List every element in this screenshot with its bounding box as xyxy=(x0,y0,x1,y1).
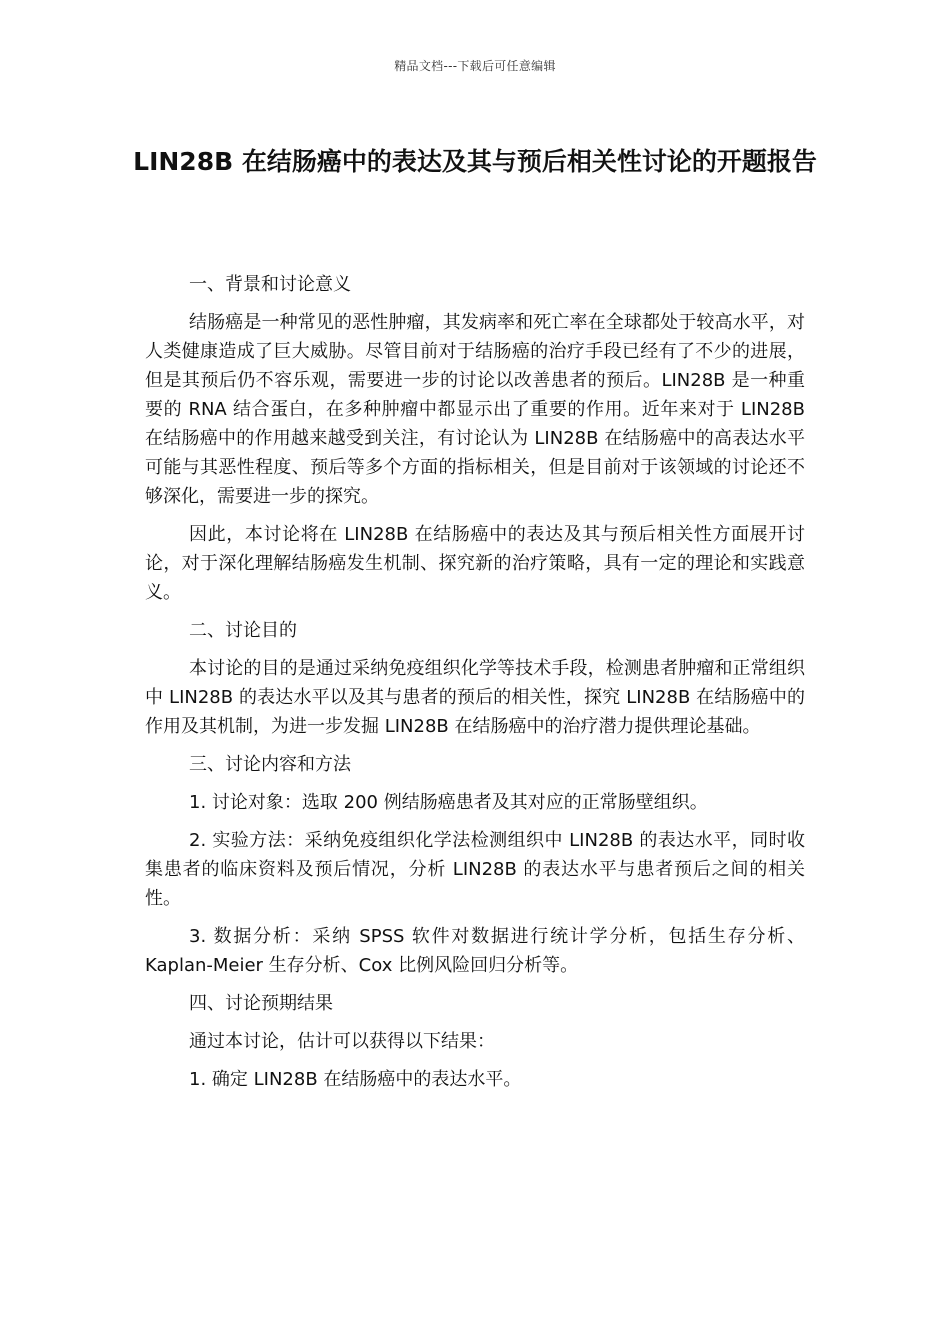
section-heading-methods: 三、讨论内容和方法 xyxy=(189,754,351,775)
section-heading-purpose: 二、讨论目的 xyxy=(189,620,297,641)
paragraph-background: 结肠癌是一种常见的恶性肿瘤，其发病率和死亡率在全球都处于较高水平，对人类健康造成了巨大威胁。尽管目前对于结肠癌的治疗手段已经有了不少的进展，但是其预后仍不容乐观，需要进一步的讨论以改善患者的预后。LIN28B 是一种重要的 RNA 结合蛋白，在多种肿瘤中都显示出了重要的作用。近年来对于 LIN28B 在结肠癌中的作用越来越受到关注，有讨论认为 LIN28B 在结肠癌中的高表达水平可能与其恶性程度、预后等多个方面的指标相关，但是目前对于该领域的讨论还不够深化，需要进一步的探究。 xyxy=(145,312,805,507)
paragraph-results-intro: 通过本讨论，估计可以获得以下结果： xyxy=(189,1031,495,1052)
document-body xyxy=(145,270,805,1103)
section-heading-expected-results: 四、讨论预期结果 xyxy=(189,993,333,1014)
document-title: LIN28B 在结肠癌中的表达及其与预后相关性讨论的开题报告 xyxy=(133,147,817,176)
paragraph-purpose: 本讨论的目的是通过采纳免疫组织化学等技术手段，检测患者肿瘤和正常组织中 LIN28B 的表达水平以及其与患者的预后的相关性，探究 LIN28B 在结肠癌中的作用及其机制，为进一步发掘 LIN28B 在结肠癌中的治疗潜力提供理论基础。 xyxy=(145,658,805,737)
paragraph-data-analysis: 3. 数据分析：采纳 SPSS 软件对数据进行统计学分析，包括生存分析、Kaplan-Meier 生存分析、Cox 比例风险回归分析等。 xyxy=(145,926,805,976)
section-heading-background: 一、背景和讨论意义 xyxy=(189,274,351,295)
header-note: 精品文档---下载后可任意编辑 xyxy=(394,59,556,73)
paragraph-subjects: 1. 讨论对象：选取 200 例结肠癌患者及其对应的正常肠壁组织。 xyxy=(189,792,708,813)
paragraph-significance: 因此，本讨论将在 LIN28B 在结肠癌中的表达及其与预后相关性方面展开讨论，对于深化理解结肠癌发生机制、探究新的治疗策略，具有一定的理论和实践意义。 xyxy=(145,524,805,603)
paragraph-result-1: 1. 确定 LIN28B 在结肠癌中的表达水平。 xyxy=(189,1069,522,1090)
paragraph-experiment-method: 2. 实验方法：采纳免疫组织化学法检测组织中 LIN28B 的表达水平，同时收集患者的临床资料及预后情况，分析 LIN28B 的表达水平与患者预后之间的相关性。 xyxy=(145,830,805,909)
